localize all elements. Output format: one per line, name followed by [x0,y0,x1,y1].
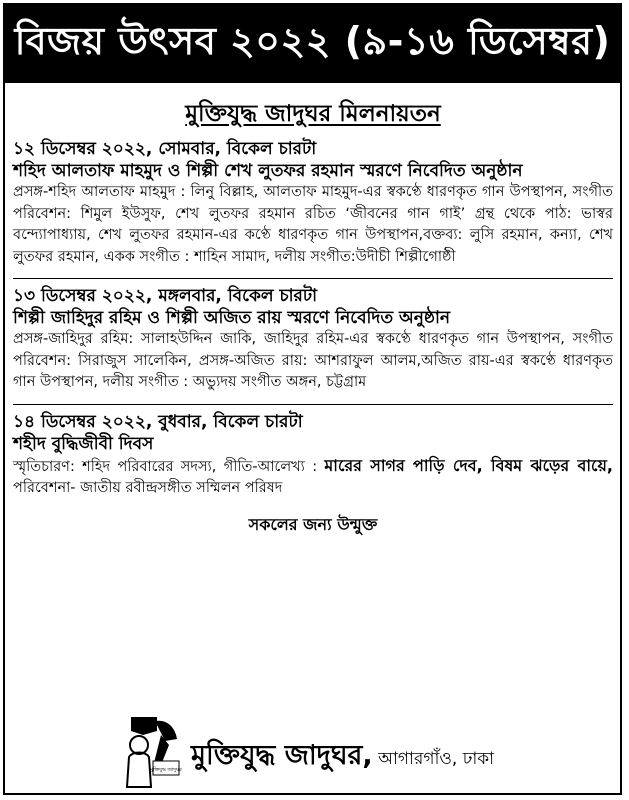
event-details: প্রসঙ্গ-জাহিদুর রহিম: সালাহউদ্দিন জাকি, জাহিদুর রহিম-এর স্বকণ্ঠে ধারণকৃত গান উপস্থাপন, সংগীত পরিবেশন: সিরাজুস সালেকিন, প্রসঙ্গ-অজিত রায়: আশরাফুল আলম,অজিত রায়-এর স্বকণ্ঠে ধারণকৃত গান উপস্থাপন, দলীয় সংগীত : অভ্যুদয় সংগীত অঙ্গন, চট্টগ্রাম [13,331,613,390]
event-section [13,411,613,500]
event-title: শিল্পী জাহিদুর রহিম ও শিল্পী অজিত রায় স্মরণে নিবেদিত অনুষ্ঠান [13,308,451,328]
event-title: শহিদ আলতাফ মাহমুদ ও শিল্পী শেখ লুতফর রহমান স্মরণে নিবেদিত অনুষ্ঠান [13,161,523,181]
banner [5,5,620,83]
event-date: ১২ ডিসেম্বর ২০২২, সোমবার, বিকেল চারটা [13,139,317,159]
banner-title: বিজয় উৎসব ২০২২ (৯-১৬ ডিসেম্বর) [14,19,611,63]
divider [13,404,613,405]
event-details [13,455,613,500]
footer [5,711,620,791]
event-section [13,138,613,268]
announcement-frame [3,3,622,795]
song-title: মারের সাগর পাড়ি দেব, বিষম ঝড়ের বায়ে, [324,455,613,475]
event-details-part: স্মৃতিচারণ: শহিদ পরিবারের সদস্য, গীতি-আলেখ্য : [13,458,325,475]
event-details: প্রসঙ্গ-শহিদ আলতাফ মাহমুদ : লিনু বিল্লাহ, আলতাফ মাহমুদ-এর স্বকণ্ঠে ধারণকৃত গান উপস্থাপন, সংগীত পরিবেশন: শিমুল ইউসুফ, শেখ লুতফর রহমান রচিত ‘জীবনের গান গাই’ গ্রন্থ থেকে পাঠ: ভাস্বর বন্দ্যোপাধ্যায়, শেখ লুতফর রহমান-এর কণ্ঠে ধারণকৃত গান উপস্থাপন,বক্তব্য: লুসি রহমান, কন্যা, শেখ লুতফর রহমান, একক সংগীত : শাহিন সামাদ, দলীয় সংগীত:উদীচী শিল্পীগোষ্ঠী [13,184,613,265]
event-section [13,285,613,394]
museum-logo [117,715,183,789]
event-title: শহীদ বুদ্ধিজীবী দিবস [13,433,154,454]
footer-text [191,735,494,780]
content [13,95,613,539]
event-date: ১৩ ডিসেম্বর ২০২২, মঙ্গলবার, বিকেল চারটা [13,286,318,306]
museum-location: আগারগাঁও, ঢাকা [372,749,495,769]
venue-heading: মুক্তিযুদ্ধ জাদুঘর মিলনায়তন [185,101,441,127]
museum-name: মুক্তিযুদ্ধ জাদুঘর, [191,740,373,771]
open-to-all-notice: সকলের জন্য উন্মুক্ত [248,514,378,534]
svg-text:মুক্তিযুদ্ধ জাদুঘর: মুক্তিযুদ্ধ জাদুঘর [150,767,182,773]
event-details-part: পরিবেশনা- জাতীয় রবীন্দ্রসঙ্গীত সম্মিলন পরিষদ [13,480,283,496]
event-date: ১৪ ডিসেম্বর ২০২২, বুধবার, বিকেল চারটা [13,411,303,432]
divider [13,278,613,279]
